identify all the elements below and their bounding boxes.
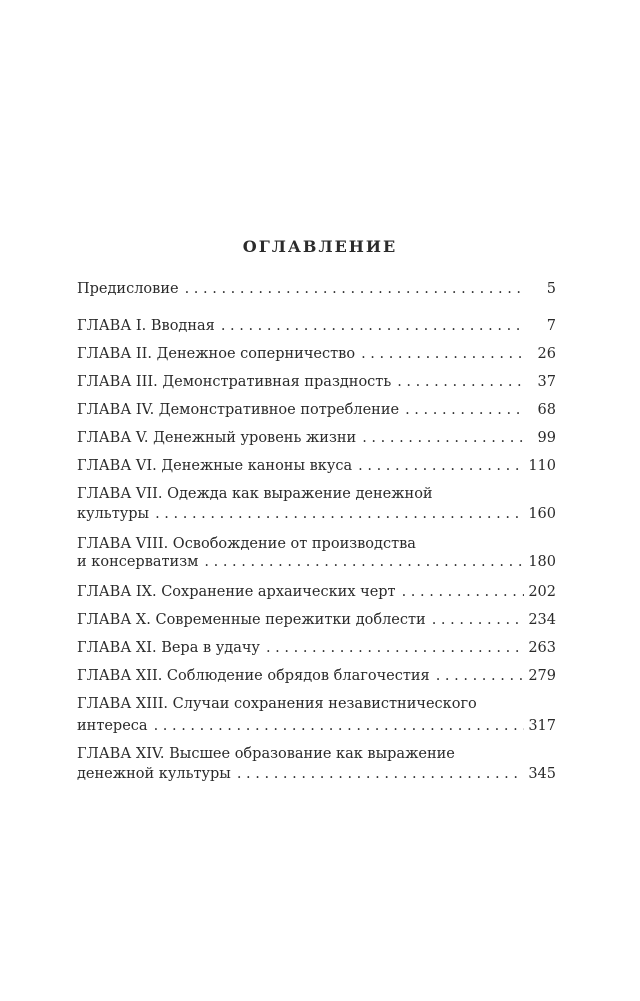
- toc-entry[interactable]: [77, 401, 556, 420]
- toc-entry[interactable]: [77, 745, 556, 784]
- toc-page-number: 26: [537, 346, 556, 362]
- toc-entry-title: ГЛАВА VII. Одежда как выражение денежной: [77, 486, 433, 502]
- toc-entry-title: денежной культуры: [77, 766, 231, 782]
- toc-page-number: 317: [528, 718, 556, 734]
- toc-entry[interactable]: [77, 345, 556, 364]
- toc-page-number: 279: [528, 668, 556, 684]
- toc-title: ОГЛАВЛЕНИЕ: [242, 237, 398, 256]
- toc-entry[interactable]: [77, 535, 556, 572]
- toc-page-number: 202: [528, 584, 556, 600]
- dot-leader: [266, 639, 524, 658]
- toc-page-number: 160: [528, 506, 556, 522]
- dot-leader: [155, 505, 524, 524]
- dot-leader: [221, 317, 524, 336]
- toc-page-number: 99: [537, 430, 556, 446]
- toc-entry-title: ГЛАВА II. Денежное соперничество: [77, 346, 356, 362]
- toc-page-number: 263: [528, 640, 556, 656]
- dot-leader: [405, 401, 524, 420]
- toc-entry[interactable]: [77, 317, 556, 336]
- toc-entry[interactable]: [77, 695, 556, 736]
- dot-leader: [237, 765, 524, 784]
- toc-page-number: 5: [546, 281, 556, 297]
- dot-leader: [436, 667, 524, 686]
- toc-entry-title: ГЛАВА VIII. Освобождение от производства: [77, 536, 416, 552]
- toc-entry[interactable]: [77, 611, 556, 630]
- dot-leader: [185, 280, 524, 299]
- toc-page-number: 7: [546, 318, 556, 334]
- toc-entry-title: ГЛАВА I. Вводная: [77, 318, 215, 334]
- toc-entry[interactable]: [77, 485, 556, 524]
- toc-entry-title: ГЛАВА XIV. Высшее образование как выражение: [77, 746, 455, 762]
- toc-entry[interactable]: [77, 639, 556, 658]
- toc-entry-title: ГЛАВА XI. Вера в удачу: [77, 640, 260, 656]
- toc-entry-title: ГЛАВА XII. Соблюдение обрядов благочестия: [77, 668, 430, 684]
- toc-entry-title: культуры: [77, 506, 150, 522]
- toc-page-number: 110: [528, 458, 556, 474]
- toc-page-number: 180: [528, 554, 556, 570]
- toc-entry-title: интереса: [77, 718, 148, 734]
- dot-leader: [204, 553, 524, 572]
- toc-entry-title: и консерватизм: [77, 554, 199, 570]
- toc-page-number: 345: [528, 766, 556, 782]
- toc-page-number: 234: [528, 612, 556, 628]
- dot-leader: [397, 373, 524, 392]
- toc-entry[interactable]: [77, 583, 556, 602]
- toc-entry[interactable]: [77, 429, 556, 448]
- toc-entry-title: ГЛАВА VI. Денежные каноны вкуса: [77, 458, 353, 474]
- toc-entry-title: ГЛАВА V. Денежный уровень жизни: [77, 430, 357, 446]
- dot-leader: [432, 611, 524, 630]
- toc-entry[interactable]: [77, 667, 556, 686]
- dot-leader: [362, 429, 524, 448]
- toc-entry[interactable]: [77, 373, 556, 392]
- dot-leader: [358, 457, 524, 476]
- toc-entry-title: Предисловие: [77, 281, 179, 297]
- toc-entry-title: ГЛАВА IV. Демонстративное потребление: [77, 402, 400, 418]
- toc-page-number: 37: [537, 374, 556, 390]
- toc-entry[interactable]: [77, 280, 556, 299]
- dot-leader: [361, 345, 524, 364]
- toc-entry-title: ГЛАВА X. Современные пережитки доблести: [77, 612, 426, 628]
- dot-leader: [154, 717, 524, 736]
- dot-leader: [402, 583, 524, 602]
- toc-entry-title: ГЛАВА IX. Сохранение архаических черт: [77, 584, 396, 600]
- toc-entry-title: ГЛАВА XIII. Случаи сохранения независтнического: [77, 696, 477, 712]
- toc-entry[interactable]: [77, 457, 556, 476]
- toc-entry-title: ГЛАВА III. Демонстративная праздность: [77, 374, 392, 390]
- toc-page-number: 68: [537, 402, 556, 418]
